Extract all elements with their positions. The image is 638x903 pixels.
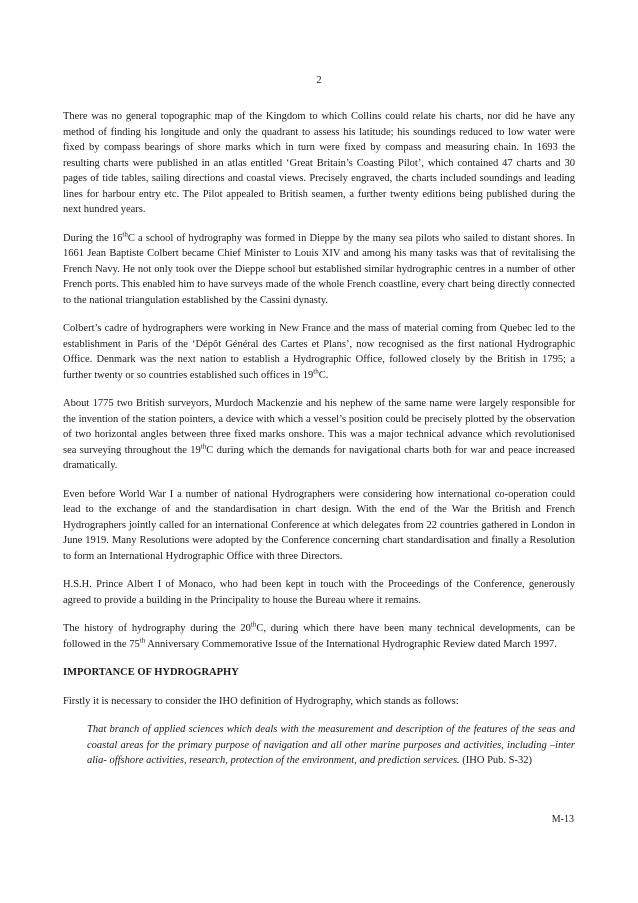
- paragraph-text: C during which the demands for navigational charts both for war and peace increased dramatically.: [63, 444, 575, 471]
- definition-citation: (IHO Pub. S-32): [459, 755, 533, 766]
- paragraph-text: C, during which there have been many technical developments, can be followed in the 75: [63, 623, 575, 650]
- page-content: [63, 109, 575, 769]
- paragraph-text: Anniversary Commemorative Issue of the International Hydrographic Review dated March 1997.: [145, 638, 557, 650]
- intro-sentence: Firstly it is necessary to consider the IHO definition of Hydrography, which stands as follows:: [63, 695, 459, 707]
- page-number: 2: [316, 75, 322, 86]
- superscript: th: [250, 620, 257, 629]
- page-footer-code: M-13: [551, 814, 574, 825]
- paragraph-text: C a school of hydrography was formed in Dieppe by the many sea pilots who sailed to distant shores. In 1661 Jean Baptiste Colbert became Chief Minister to Louis XIV and among his many tasks was that of revitalising the French Navy. He not only took over the Dieppe school but established similar hydrographic centres in a number of other French ports. This enabled him to have surveys made of the whole French coastline, every chart being directly connected to the national triangulation established by the Cassini dynasty.: [63, 232, 575, 306]
- definition-quote: [87, 722, 575, 769]
- paragraph-collins-charts: There was no general topographic map of the Kingdom to which Collins could relate his charts, nor did he have any method of finding his longitude and only the quadrant to assess his latitude; his soundings reduced to low water were fixed by compass bearings of shore marks which in turn were fixed by compass and measuring chain. In 1693 the resulting charts were published in an atlas entitled ‘Great Britain’s Coasting Pilot’, which contained 47 charts and 30 pages of tide tables, sailing directions and coastal views. Precisely engraved, the charts included soundings and leading lines for harbour entry etc. The Pilot appealed to British seamen, a further twenty editions being published during the next hundred years.: [63, 111, 575, 215]
- paragraph-text: The history of hydrography during the 20: [63, 623, 251, 634]
- paragraph-history-20th-century: [63, 621, 575, 652]
- paragraph-station-pointers: [63, 396, 575, 474]
- definition-text: That branch of applied sciences which deals with the measurement and description of the features of the seas and coastal areas for the primary purpose of navigation and all other marine purposes and activities, including –inter alia- offshore activities, research, protection of the environment, and prediction services.: [87, 724, 575, 766]
- section-heading: IMPORTANCE OF HYDROGRAPHY: [63, 667, 239, 678]
- superscript: th: [139, 636, 146, 644]
- paragraph-world-war-conference: Even before World War I a number of national Hydrographers were considering how international co-operation could lead to the exchange of and the standardisation in chart design. With the end of the War the British and French Hydrographers jointly called for an international Conference at which delegates from 22 countries gathered in London in June 1919. Many Resolutions were adopted by the Conference concerning chart standardisation and finally a Resolution to form an International Hydrographic Office with three Directors.: [63, 488, 575, 562]
- superscript: th: [122, 230, 128, 238]
- paragraph-prince-albert: H.S.H. Prince Albert I of Monaco, who had been kept in touch with the Proceedings of the Conference, generously agreed to provide a building in the Principality to house the Bureau where it remains.: [63, 579, 575, 606]
- paragraph-text: About 1775 two British surveyors, Murdoch Mackenzie and his nephew of the same name were largely responsible for the invention of the station pointers, a device with which a vessel’s position could be precisely plotted by the observation of two horizontal angles between three fixed marks onshore. This was a major technical advance which revolutionised sea surveying throughout the 19: [63, 398, 575, 456]
- paragraph-text: C.: [318, 369, 329, 381]
- paragraph-text: During the 16: [63, 232, 123, 244]
- paragraph-colbert-cadre: [63, 321, 575, 383]
- superscript: th: [313, 367, 319, 375]
- paragraph-text: Colbert’s cadre of hydrographers were working in New France and the mass of material coming from Quebec led to the establishment in Paris of the ‘Dépôt Général des Cartes et Plans’, now recognised as the first national Hydrographic Office. Denmark was the next nation to establish a Hydrographic Office, followed closely by the British in 1795; a further twenty or so countries established such offices in 19: [63, 323, 575, 381]
- paragraph-dieppe-school: [63, 231, 575, 309]
- superscript: th: [200, 442, 207, 450]
